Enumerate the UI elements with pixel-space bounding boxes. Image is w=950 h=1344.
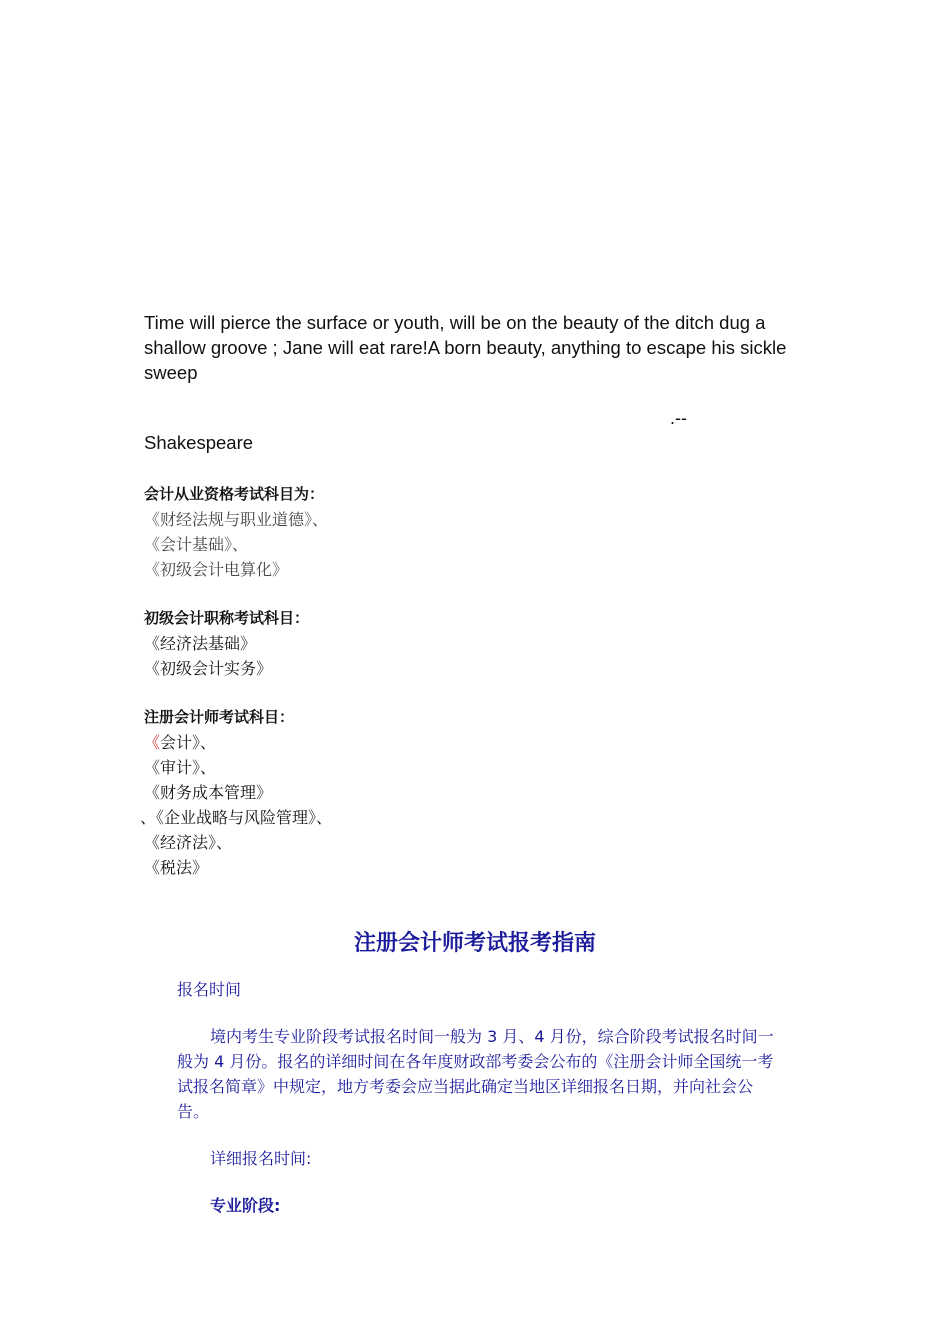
list-item: 、《企业战略与风险管理》、	[140, 808, 333, 827]
section-cpa-subjects	[140, 705, 333, 880]
list-item: 《税法》	[144, 858, 209, 877]
list-item: 《初级会计实务》	[144, 659, 273, 678]
section-heading: 会计从业资格考试科目为：	[144, 485, 325, 503]
list-item: 《财经法规与职业道德》、	[144, 510, 329, 529]
guide-body	[177, 977, 777, 1218]
section-heading: 注册会计师考试科目：	[144, 708, 295, 726]
list-item: 《财务成本管理》	[144, 783, 273, 802]
list-item: 《经济法基础》	[144, 634, 257, 653]
guide-paragraph-text: 境内考生专业阶段考试报名时间一般为 3 月、4 月份，综合阶段考试报名时间一般为 4 月份。报名的详细时间在各年度财政部考委会公布的《注册会计师全国统一考试报名简章》中规定，地方考委会应当据此确定当地区详细报名日期，并向社会公告。	[177, 1027, 774, 1121]
section-heading: 初级会计职称考试科目：	[144, 609, 310, 627]
list-item: 《经济法》、	[144, 833, 233, 852]
section-accounting-qualification	[144, 482, 328, 582]
section-junior-title	[144, 606, 309, 681]
quote-text: Time will pierce the surface or youth, will be on the beauty of the ditch dug a shallow groove ; Jane will eat rare!A born beauty, anything to escape his sickle sweep	[144, 312, 787, 383]
detail-time-label: 详细报名时间:	[210, 1149, 312, 1168]
stage-label: 专业阶段:	[210, 1196, 281, 1215]
list-item: 《审计》、	[144, 758, 217, 777]
guide-subtitle: 报名时间	[177, 980, 242, 999]
quote-author: Shakespeare	[144, 432, 254, 453]
list-item-text: 会计》、	[160, 733, 217, 752]
red-bracket: 《	[144, 733, 161, 752]
quote-dash: .--	[670, 408, 687, 428]
list-item: 《会计基础》、	[144, 535, 249, 554]
guide-title: 注册会计师考试报考指南	[353, 930, 596, 956]
list-item: 《初级会计电算化》	[144, 560, 289, 579]
guide-paragraph	[177, 1024, 777, 1124]
list-item	[144, 730, 332, 755]
